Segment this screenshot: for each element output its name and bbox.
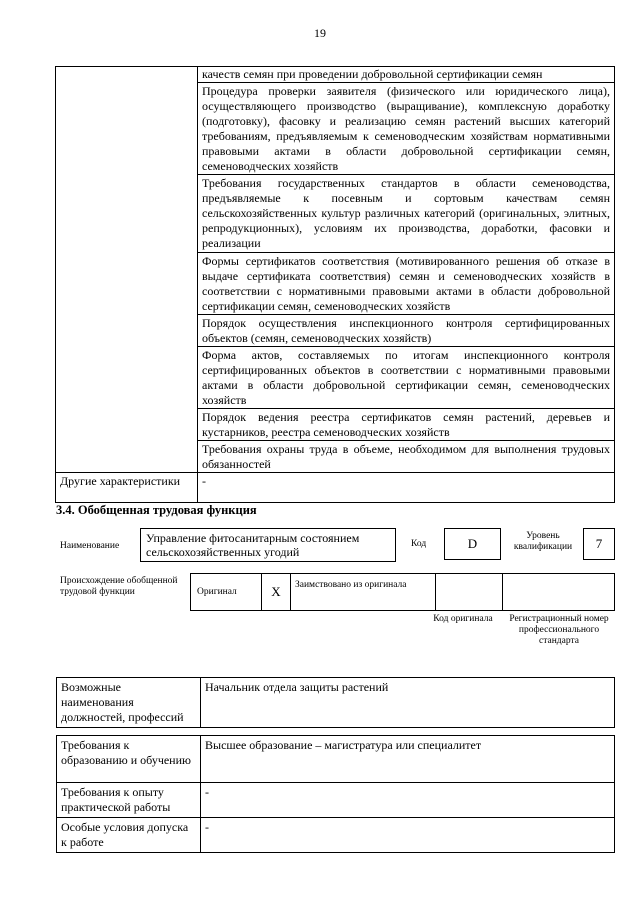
required-knowledge-item: Форма актов, составляемых по итогам инспекционного контроля сертифицированных объектов в соответствии с нормативными правовыми актами в области добровольной сертификации семян, семеноводческих хозяйств bbox=[198, 347, 615, 409]
table-row bbox=[57, 783, 615, 818]
admission-label: Особые условия допуска к работе bbox=[57, 818, 201, 853]
table-row bbox=[56, 83, 615, 175]
section-title: 3.4. Обобщенная трудовая функция bbox=[56, 503, 257, 517]
code-original-caption: Код оригинала bbox=[433, 614, 493, 624]
table-row bbox=[57, 736, 615, 783]
experience-value: - bbox=[201, 783, 615, 818]
original-code-cell bbox=[436, 574, 503, 611]
admission-value: - bbox=[201, 818, 615, 853]
table-row bbox=[56, 347, 615, 409]
positions-label: Возможные наименования должностей, профессий bbox=[57, 678, 201, 728]
table-row bbox=[56, 473, 615, 503]
gtf-level-value: 7 bbox=[583, 528, 615, 560]
page-number: 19 bbox=[314, 26, 326, 40]
code-label: Код bbox=[411, 539, 427, 549]
required-knowledge-item: Порядок ведения реестра сертификатов семян растений, деревьев и кустарников, реестра семеноводческих хозяйств bbox=[198, 409, 615, 441]
reg-number-caption: Регистрационный номер профессионального стандарта bbox=[509, 614, 609, 646]
table-row bbox=[56, 253, 615, 315]
gtf-name-value: Управление фитосанитарным состоянием сельскохозяйственных угодий bbox=[140, 528, 396, 562]
reg-number-cell bbox=[503, 574, 615, 611]
required-knowledge-item: качеств семян при проведении добровольной сертификации семян bbox=[198, 67, 615, 83]
requirements-table bbox=[56, 735, 615, 853]
table-row bbox=[56, 441, 615, 473]
required-knowledge-item: Формы сертификатов соответствия (мотивированного решения об отказе в выдаче сертификата соответствия) семян и семеноводческих хозяйств в соответствии с нормативными правовыми актами в области добровольной сертификации семян, семеноводческих хозяйств bbox=[198, 253, 615, 315]
education-label: Требования к образованию и обучению bbox=[57, 736, 201, 783]
borrowed-label: Заимствовано из оригинала bbox=[291, 574, 436, 611]
original-label: Оригинал bbox=[191, 574, 262, 611]
other-characteristics-value: - bbox=[198, 473, 615, 503]
name-label: Наименование bbox=[60, 541, 120, 551]
table-row bbox=[56, 409, 615, 441]
level-label: Уровень квалификации bbox=[513, 531, 573, 552]
table-row bbox=[56, 67, 615, 83]
table-row bbox=[56, 315, 615, 347]
origin-label: Происхождение обобщенной трудовой функции bbox=[60, 576, 178, 597]
positions-table bbox=[56, 677, 615, 728]
education-value: Высшее образование – магистратура или специалитет bbox=[201, 736, 615, 783]
original-mark: X bbox=[262, 574, 291, 611]
required-knowledge-item: Порядок осуществления инспекционного контроля сертифицированных объектов (семян, семеноводческих хозяйств) bbox=[198, 315, 615, 347]
table-row bbox=[57, 818, 615, 853]
gtf-code-value: D bbox=[444, 528, 501, 560]
table-row bbox=[56, 175, 615, 253]
knowledge-table bbox=[55, 66, 615, 503]
left-cell bbox=[56, 67, 198, 83]
other-characteristics-label: Другие характеристики bbox=[56, 473, 198, 503]
origin-table bbox=[190, 573, 615, 611]
required-knowledge-item: Процедура проверки заявителя (физического или юридического лица), осуществляющего производство (выращивание), комплексную доработку (подготовку), фасовку и реализацию семян растений высших категорий требованиям, предъявляемым к семеноводческим хозяйствам нормативными правовыми актами в области добровольной сертификации семян, семеноводческих хозяйств bbox=[198, 83, 615, 175]
required-knowledge-item: Требования охраны труда в объеме, необходимом для выполнения трудовых обязанностей bbox=[198, 441, 615, 473]
positions-value: Начальник отдела защиты растений bbox=[201, 678, 615, 728]
experience-label: Требования к опыту практической работы bbox=[57, 783, 201, 818]
required-knowledge-item: Требования государственных стандартов в области семеноводства, предъявляемые к посевным и сортовым качествам семян сельскохозяйственных культур различных категорий (оригинальных, элитных, репродукционных), условиям их производства, доработки, фасовки и реализации bbox=[198, 175, 615, 253]
